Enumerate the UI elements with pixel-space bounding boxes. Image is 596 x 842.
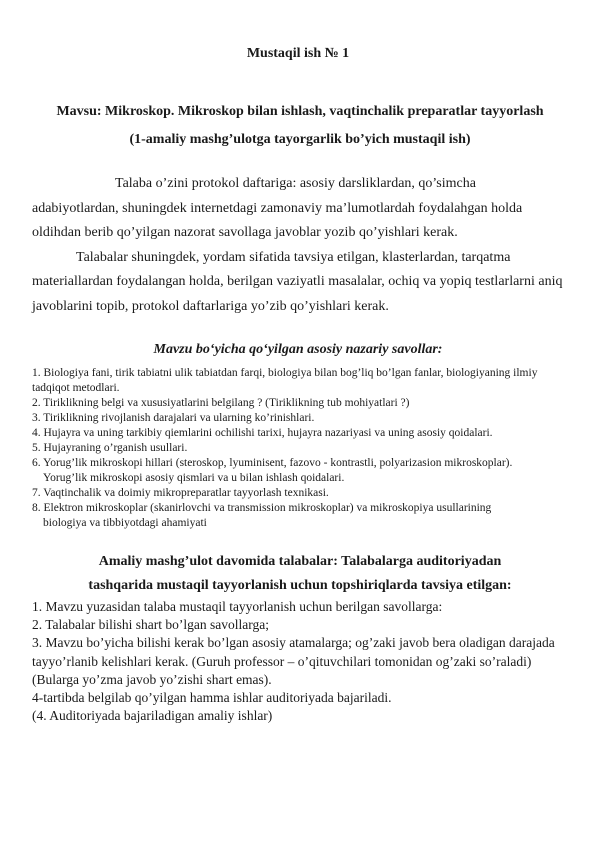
task-item: 4-tartibda belgilab qo’yilgan hamma ishlar auditoriyada bajariladi. [32,690,392,706]
topic-heading [40,98,560,154]
question-item: 7. Vaqtinchalik va doimiy mikropreparatlar tayyorlash texnikasi. [32,487,329,499]
topic-line-2: (1-amaliy mashg’ulotga tayorgarlik bo’yich mustaqil ish) [129,132,471,147]
intro-paragraph-1: Talaba o’zini protokol daftariga: asosiy darsliklardan, qo’simcha adabiyotlardan, shuningdek internetdagi zamonaviy ma’lumotlardah foydalahgan holda oldihdan berib qo’yilgan nazorat savollaga javoblar yozib qo’yishlari kerak. [32,176,523,240]
question-item: 8. Elektron mikroskoplar (skanirlovchi va transmission mikroskoplar) va mikroskopiya usullarining [32,502,492,514]
document-title: Mustaqil ish № 1 [246,46,350,61]
task-item: 2. Talabalar bilishi shart bo’lgan savollarga; [32,617,269,633]
question-item: 3. Tiriklikning rivojlanish darajalari va ularning ko’rinishlari. [32,412,315,424]
question-item: 4. Hujayra va uning tarkibiy qiemlarini ochilishi tarixi, hujayra nazariyasi va uning asosiy qoidalari. [32,427,493,439]
task-item: (4. Auditoriyada bajariladigan amaliy ishlar) [32,708,273,724]
question-item: 2. Tiriklikning belgi va xususiyatlarini belgilang ? (Tiriklikning tub mohiyatlari ?) [32,397,410,409]
questions-list [32,366,552,531]
topic-line-1: Mavsu: Mikroskop. Mikroskop bilan ishlash, vaqtinchalik preparatlar tayyorlash [56,104,544,119]
practical-heading [40,550,560,598]
question-item: 5. Hujayraning o’rganish usullari. [32,442,188,454]
question-item: 6. Yorug’lik mikroskopi hillari (steroskop, lyuminisent, fazovo - kontrastli, polyarizasion mikroskoplar). [32,457,513,469]
task-item: 1. Mavzu yuzasidan talaba mustaqil tayyorlanish uchun berilgan savollarga: [32,599,443,614]
practical-heading-line-1: Amaliy mashg’ulot davomida talabalar: Talabalarga auditoriyadan [98,554,502,569]
question-item: 1. Biologiya fani, tirik tabiatni ulik tabiatdan farqi, biologiya bilan bog’liq bo’lgan fanlar, biologiyaning ilmiy tadqiqot metodlari. [32,367,538,394]
questions-heading: Mavzu bo‘yicha qo‘yilgan asosiy nazariy savollar: [153,342,443,357]
intro-text [32,172,566,319]
practical-heading-line-2: tashqarida mustaqil tayyorlanish uchun topshiriqlarda tavsiya etilgan: [88,578,512,593]
tasks-list [32,598,568,725]
question-item-continuation: biologiya va tibbiyotdagi ahamiyati [43,517,207,529]
task-item: 3. Mavzu bo’yicha bilishi kerak bo’lgan asosiy atamalarga; og’zaki javob bera oladigan darajada tayyo’rlanib kelishlari kerak. (Guruh professor – o’qituvchilari tomonidan og’zaki so’raladi)(Bularga yo’zma javob yo’zishi shart emas). [32,635,555,687]
question-subitem: Yorug’lik mikroskopi asosiy qismlari va u bilan ishlash qoidalari. [43,472,345,484]
intro-paragraph-2: Talabalar shuningdek, yordam sifatida tavsiya etilgan, klasterlardan, tarqatma materiallardan foydalangan holda, berilgan vaziyatli masalalar, ochiq va yopiq testlarlarni aniq javoblarini topib, protokol daftarlariga yo’zib qo’yishlari kerak. [32,249,563,314]
